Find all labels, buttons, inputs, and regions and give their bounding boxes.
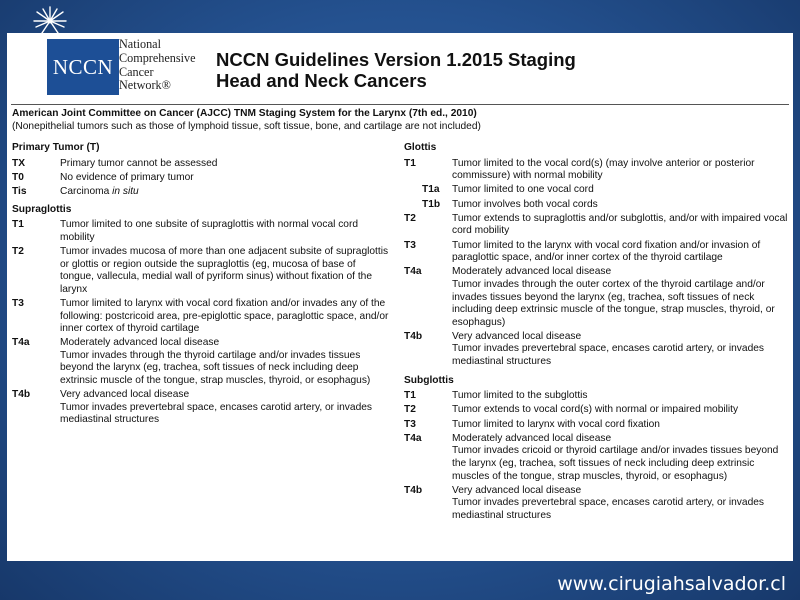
stage-description bbox=[452, 240, 789, 265]
stage-description bbox=[452, 331, 789, 369]
stage-text bbox=[452, 331, 789, 344]
stage-text-detail: Tumor invades prevertebral space, encases carotid artery, or invades mediastinal structures bbox=[452, 497, 764, 521]
stage-description bbox=[60, 298, 392, 336]
stage-text bbox=[60, 389, 392, 402]
stage-row bbox=[12, 337, 392, 387]
stage-row bbox=[404, 213, 789, 238]
stage-code: T4b bbox=[404, 330, 423, 342]
stage-row bbox=[404, 158, 789, 183]
stage-description bbox=[452, 433, 789, 483]
primary-tumor-list bbox=[12, 158, 392, 199]
stage-description bbox=[452, 419, 789, 432]
stage-code: T1a bbox=[422, 184, 440, 196]
stage-code: T4a bbox=[12, 337, 30, 349]
stage-row bbox=[404, 331, 789, 369]
stage-code: Tis bbox=[12, 185, 27, 197]
stage-code: T3 bbox=[12, 297, 24, 309]
stage-text-main: Moderately advanced local disease bbox=[452, 266, 612, 278]
stage-description bbox=[60, 172, 392, 185]
primary-tumor-heading: Primary Tumor (T) bbox=[12, 142, 100, 153]
logo-line: Comprehensive bbox=[119, 50, 196, 65]
stage-text bbox=[60, 186, 392, 199]
stage-row bbox=[12, 389, 392, 427]
stage-code: T3 bbox=[404, 418, 416, 430]
title-line-2: Head and Neck Cancers bbox=[216, 70, 427, 91]
stage-text bbox=[452, 419, 789, 432]
stage-description bbox=[60, 246, 392, 296]
logo-line: Network® bbox=[119, 78, 171, 93]
footer-url: www.cirugiahsalvador.cl bbox=[557, 573, 786, 595]
stage-text bbox=[452, 404, 789, 417]
header bbox=[7, 33, 793, 103]
supraglottis-heading: Supraglottis bbox=[12, 203, 72, 215]
stage-text-main: Tumor limited to larynx with vocal cord fixation bbox=[452, 418, 660, 430]
stage-row bbox=[12, 298, 392, 336]
stage-text bbox=[452, 433, 789, 446]
stage-code: T1 bbox=[404, 390, 416, 402]
stage-row bbox=[404, 485, 789, 523]
stage-text-detail: Tumor invades through the outer cortex of the thyroid cartilage and/or invades tissues beyond the larynx (eg, trachea, soft tissues of neck including deep extrinsic muscle of the tongue, strap muscles, thyroid, or esophagus) bbox=[452, 278, 775, 328]
stage-code: T0 bbox=[12, 171, 24, 183]
title-line-1: NCCN Guidelines Version 1.2015 Staging bbox=[216, 49, 576, 70]
stage-code: T4b bbox=[12, 389, 31, 401]
stage-row bbox=[404, 433, 789, 483]
stage-text bbox=[452, 199, 789, 212]
stage-row bbox=[12, 172, 392, 185]
stage-code: T3 bbox=[404, 239, 416, 251]
stage-text-main: Tumor invades mucosa of more than one adjacent subsite of supraglottis or glottis or region outside the supraglottis (eg, mucosa of base of tongue, vallecula, medial wall of pyriform sinus) without fixation of the larynx bbox=[60, 245, 389, 295]
stage-text bbox=[60, 246, 392, 296]
stage-text bbox=[60, 219, 392, 244]
stage-text bbox=[452, 184, 789, 197]
stage-code: T2 bbox=[12, 245, 24, 257]
stage-description bbox=[452, 485, 789, 523]
stage-description bbox=[60, 186, 392, 199]
stage-text-main: Primary tumor cannot be assessed bbox=[60, 157, 218, 169]
stage-code: T2 bbox=[404, 404, 416, 416]
stage-description bbox=[452, 404, 789, 417]
stage-row bbox=[12, 246, 392, 296]
stage-code: T2 bbox=[404, 212, 416, 224]
glottis-heading: Glottis bbox=[404, 142, 437, 153]
stage-code: T1b bbox=[422, 198, 441, 210]
stage-text-main: Tumor limited to one vocal cord bbox=[452, 184, 594, 196]
stage-text-main: Tumor extends to vocal cord(s) with normal or impaired mobility bbox=[452, 404, 739, 416]
slide-content bbox=[7, 33, 793, 561]
stage-text-main: Tumor limited to the vocal cord(s) (may involve anterior or posterior commissure) with normal mobility bbox=[452, 157, 755, 182]
stage-text bbox=[452, 485, 789, 498]
stage-description bbox=[60, 389, 392, 427]
logo-line: National bbox=[119, 37, 161, 51]
glottis-list bbox=[404, 158, 789, 369]
stage-text bbox=[60, 298, 392, 336]
stage-text-italic: in situ bbox=[112, 185, 139, 197]
divider bbox=[11, 104, 789, 105]
stage-text-main: Tumor limited to larynx with vocal cord fixation and/or invades any of the following: postcricoid area, pre-epiglottic space, paraglottic space, and/or inner cortex of thyroid cartilage bbox=[60, 297, 389, 335]
stage-text bbox=[60, 337, 392, 350]
stage-text-main: Very advanced local disease bbox=[452, 330, 582, 342]
stage-text-detail: Tumor invades prevertebral space, encases carotid artery, or invades mediastinal structures bbox=[60, 401, 372, 426]
logo-wordmark bbox=[119, 38, 196, 93]
stage-text-detail: Tumor invades cricoid or thyroid cartilage and/or invades tissues beyond the larynx (eg, trachea, soft tissues of neck including deep extrinsic muscles of the tongue, strap muscles, thyroid, or esophagus) bbox=[452, 445, 779, 482]
stage-text-main: Moderately advanced local disease bbox=[452, 432, 612, 444]
page-title bbox=[216, 49, 576, 91]
stage-row bbox=[404, 199, 789, 212]
stage-text-main: Tumor involves both vocal cords bbox=[452, 198, 598, 210]
subglottis-list bbox=[404, 390, 789, 522]
stage-text bbox=[452, 266, 789, 279]
stage-description bbox=[452, 158, 789, 183]
stage-text bbox=[60, 172, 392, 185]
stage-row bbox=[404, 404, 789, 417]
stage-text-main: Carcinoma bbox=[60, 185, 113, 197]
stage-text-main: Tumor limited to the subglottis bbox=[452, 390, 588, 402]
stage-row bbox=[404, 184, 789, 197]
logo-line: Cancer bbox=[119, 64, 154, 79]
stage-description bbox=[60, 337, 392, 387]
stage-row bbox=[404, 266, 789, 329]
stage-description bbox=[452, 184, 789, 197]
supraglottis-list bbox=[12, 219, 392, 427]
stage-text-detail: Tumor invades through the thyroid cartilage and/or invades tissues beyond the larynx (eg, trachea, soft tissues of neck including deep extrinsic muscle of the tongue, strap muscles, thyroid, or esophagus) bbox=[60, 349, 371, 387]
logo-abbrev: NCCN bbox=[52, 54, 114, 79]
stage-code: T1 bbox=[12, 219, 24, 231]
stage-code: TX bbox=[12, 157, 26, 169]
stage-code: T4a bbox=[404, 266, 422, 278]
stage-description bbox=[60, 219, 392, 244]
stage-text bbox=[452, 213, 789, 238]
stage-row bbox=[404, 390, 789, 403]
caption-title: American Joint Committee on Cancer (AJCC) TNM Staging System for the Larynx (7th ed., 2010) bbox=[12, 108, 477, 119]
stage-text-detail: Tumor invades prevertebral space, encases carotid artery, or invades mediastinal structures bbox=[452, 343, 764, 368]
stage-text-main: Moderately advanced local disease bbox=[60, 337, 220, 349]
stage-description bbox=[452, 199, 789, 212]
stage-text-main: Tumor limited to one subsite of supraglottis with normal vocal cord mobility bbox=[60, 219, 359, 243]
stage-row bbox=[12, 186, 392, 199]
stage-text bbox=[452, 240, 789, 265]
subglottis-heading: Subglottis bbox=[404, 374, 454, 386]
stage-text bbox=[60, 158, 392, 171]
caption-note: (Nonepithelial tumors such as those of lymphoid tissue, soft tissue, bone, and cartilage are not included) bbox=[12, 121, 481, 132]
stage-description bbox=[452, 213, 789, 238]
stage-code: T1 bbox=[404, 157, 416, 169]
stage-code: T4a bbox=[404, 432, 422, 444]
stage-row bbox=[12, 219, 392, 244]
stage-row bbox=[12, 158, 392, 171]
stage-description bbox=[60, 158, 392, 171]
stage-text-main: Very advanced local disease bbox=[452, 484, 582, 496]
stage-text-main: No evidence of primary tumor bbox=[60, 171, 194, 183]
table-caption bbox=[12, 107, 481, 133]
stage-code: T4b bbox=[404, 484, 423, 496]
stage-row bbox=[404, 419, 789, 432]
stage-text-main: Tumor extends to supraglottis and/or subglottis, and/or with impaired vocal cord mobility bbox=[452, 212, 788, 237]
nccn-logo bbox=[47, 39, 119, 95]
left-column bbox=[12, 140, 392, 429]
stage-text-main: Very advanced local disease bbox=[60, 389, 190, 401]
stage-text bbox=[452, 390, 789, 403]
stage-text-main: Tumor limited to the larynx with vocal cord fixation and/or invasion of paraglottic space, and/or inner cortex of the thyroid cartilage bbox=[452, 239, 761, 264]
right-column bbox=[404, 140, 789, 524]
stage-text bbox=[452, 158, 789, 183]
stage-description bbox=[452, 266, 789, 329]
stage-description bbox=[452, 390, 789, 403]
stage-row bbox=[404, 240, 789, 265]
starburst-icon bbox=[33, 6, 67, 36]
